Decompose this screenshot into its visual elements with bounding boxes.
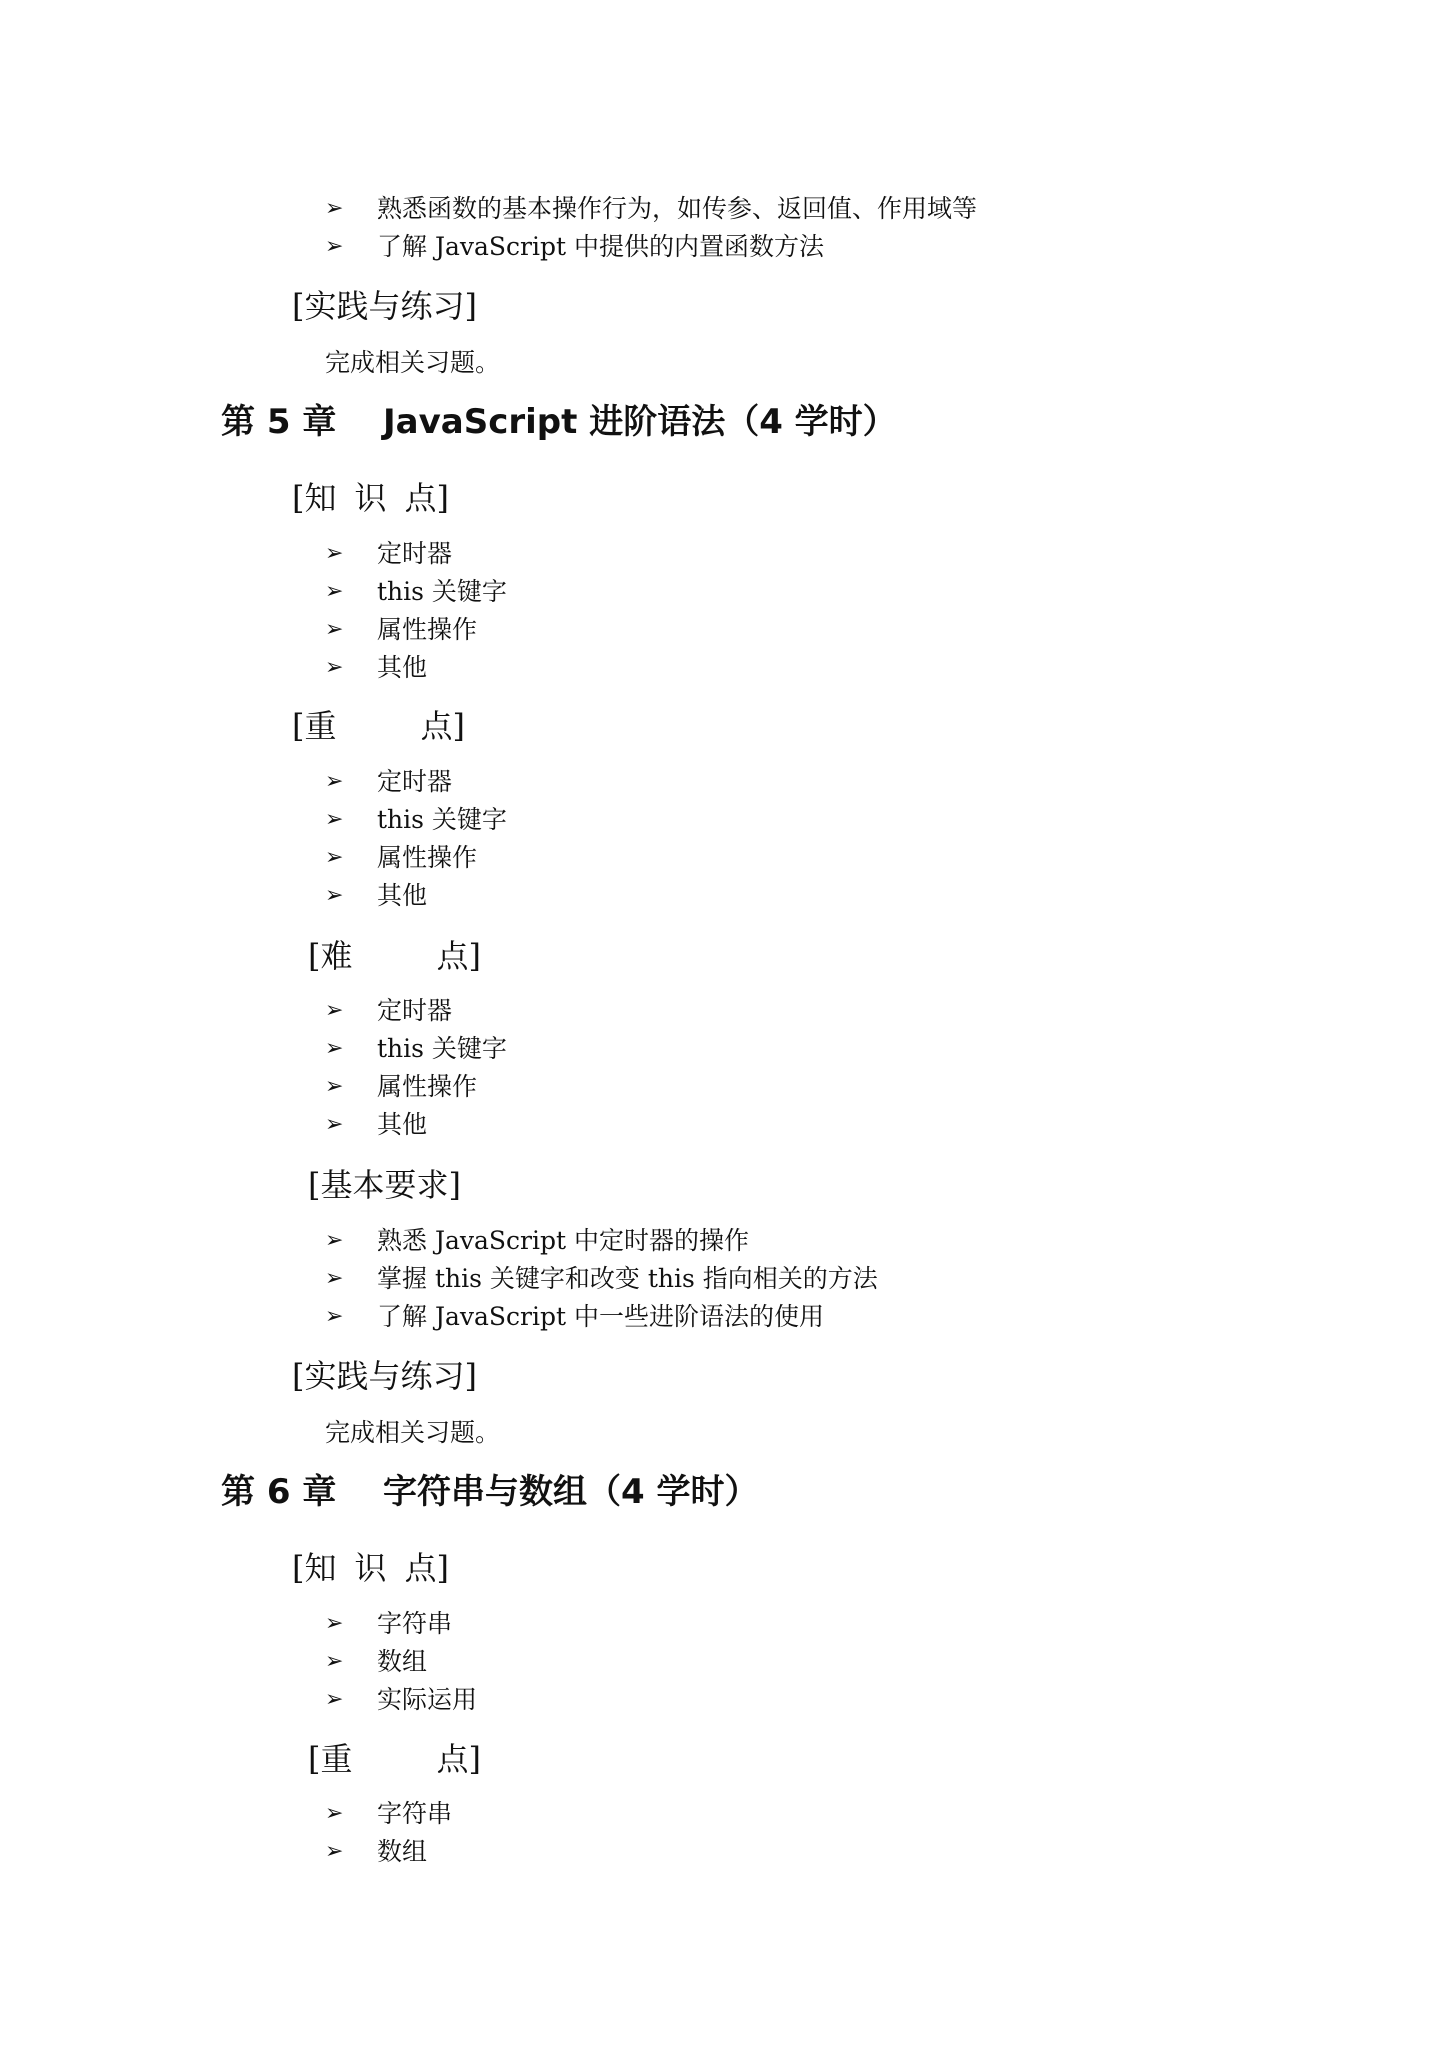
section-heading-requirements: [基本要求] <box>308 1166 461 1204</box>
arrow-bullet-icon: ➢ <box>325 1074 344 1099</box>
arrow-bullet-icon: ➢ <box>325 1839 344 1864</box>
section-heading-practice: [实践与练习] <box>292 287 477 325</box>
list-item: ➢ 熟悉函数的基本操作行为，如传参、返回值、作用域等 <box>325 192 977 226</box>
arrow-bullet-icon: ➢ <box>325 1687 344 1712</box>
chapter-5-heading <box>221 400 897 444</box>
arrow-bullet-icon: ➢ <box>325 1611 344 1636</box>
chapter-title: JavaScript 进阶语法（4 学时） <box>383 402 897 442</box>
list-item: ➢ this 关键字 <box>325 1032 507 1066</box>
arrow-bullet-icon: ➢ <box>325 845 344 870</box>
list-item: ➢ 熟悉 JavaScript 中定时器的操作 <box>325 1224 749 1258</box>
arrow-bullet-icon: ➢ <box>325 998 344 1023</box>
list-item: ➢ 其他 <box>325 651 427 685</box>
list-item: ➢ 其他 <box>325 1108 427 1142</box>
section-heading-difficult-points: [难 点] <box>308 937 481 975</box>
arrow-bullet-icon: ➢ <box>325 1649 344 1674</box>
list-item: ➢ 定时器 <box>325 537 452 571</box>
list-item: ➢ this 关键字 <box>325 575 507 609</box>
list-item: ➢ 定时器 <box>325 765 452 799</box>
practice-text: 完成相关习题。 <box>325 348 501 377</box>
arrow-bullet-icon: ➢ <box>325 234 344 259</box>
list-item: ➢ 数组 <box>325 1835 427 1869</box>
arrow-bullet-icon: ➢ <box>325 579 344 604</box>
section-heading-key-points: [重 点] <box>308 1740 481 1778</box>
arrow-bullet-icon: ➢ <box>325 769 344 794</box>
list-item: ➢ 字符串 <box>325 1607 452 1641</box>
chapter-number: 第 5 章 <box>221 402 337 442</box>
arrow-bullet-icon: ➢ <box>325 1266 344 1291</box>
arrow-bullet-icon: ➢ <box>325 1304 344 1329</box>
list-item: ➢ 了解 JavaScript 中提供的内置函数方法 <box>325 230 824 264</box>
list-item: ➢ 属性操作 <box>325 841 477 875</box>
chapter-title: 字符串与数组（4 学时） <box>383 1472 759 1512</box>
list-item: ➢ 定时器 <box>325 994 452 1028</box>
section-heading-practice: [实践与练习] <box>292 1357 477 1395</box>
list-item: ➢ 了解 JavaScript 中一些进阶语法的使用 <box>325 1300 824 1334</box>
list-item: ➢ 属性操作 <box>325 613 477 647</box>
chapter-number: 第 6 章 <box>221 1472 337 1512</box>
list-item: ➢ 实际运用 <box>325 1683 477 1717</box>
arrow-bullet-icon: ➢ <box>325 196 344 221</box>
section-heading-key-points: [重 点] <box>292 707 465 745</box>
arrow-bullet-icon: ➢ <box>325 883 344 908</box>
arrow-bullet-icon: ➢ <box>325 655 344 680</box>
arrow-bullet-icon: ➢ <box>325 1036 344 1061</box>
arrow-bullet-icon: ➢ <box>325 1112 344 1137</box>
practice-text: 完成相关习题。 <box>325 1418 501 1447</box>
arrow-bullet-icon: ➢ <box>325 617 344 642</box>
list-item: ➢ 数组 <box>325 1645 427 1679</box>
list-item: ➢ 字符串 <box>325 1797 452 1831</box>
list-item: ➢ 掌握 this 关键字和改变 this 指向相关的方法 <box>325 1262 878 1296</box>
arrow-bullet-icon: ➢ <box>325 1801 344 1826</box>
chapter-6-heading <box>221 1470 759 1514</box>
section-heading-knowledge: [知 识 点] <box>292 479 450 517</box>
list-item: ➢ this 关键字 <box>325 803 507 837</box>
arrow-bullet-icon: ➢ <box>325 541 344 566</box>
section-heading-knowledge: [知 识 点] <box>292 1549 450 1587</box>
list-item: ➢ 其他 <box>325 879 427 913</box>
list-item: ➢ 属性操作 <box>325 1070 477 1104</box>
arrow-bullet-icon: ➢ <box>325 1228 344 1253</box>
arrow-bullet-icon: ➢ <box>325 807 344 832</box>
